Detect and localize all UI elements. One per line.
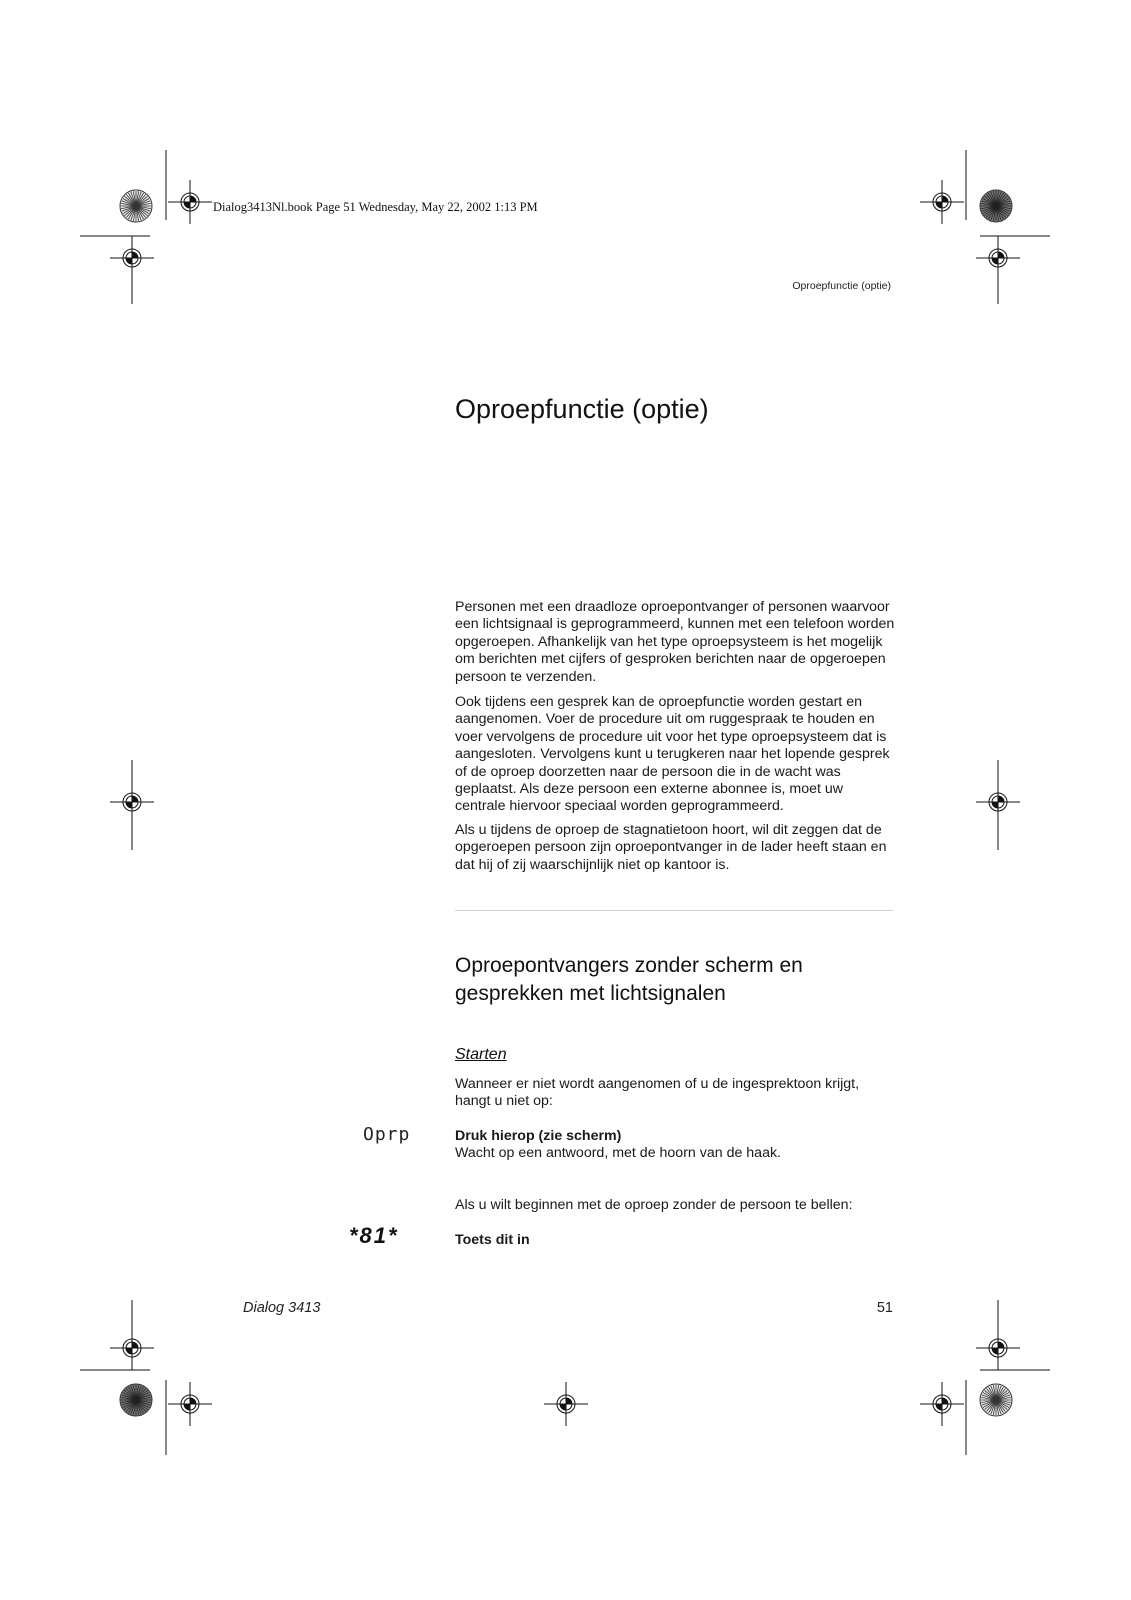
- registration-target-icon: [976, 1326, 1020, 1370]
- step-text: Wacht op een antwoord, met de hoorn van de haak.: [455, 1145, 781, 1162]
- registration-target-icon: [920, 180, 964, 224]
- section-note: Als u wilt beginnen met de oproep zonder de persoon te bellen:: [455, 1197, 853, 1213]
- registration-target-icon: [168, 1382, 212, 1426]
- book-header: Dialog3413Nl.book Page 51 Wednesday, May 22, 2002 1:13 PM: [213, 200, 538, 214]
- color-starburst-icon: [980, 190, 1012, 222]
- running-head: Oproepfunctie (optie): [792, 280, 891, 292]
- step-press-key: [455, 1128, 895, 1163]
- sub-heading-starten: Starten: [455, 1046, 507, 1063]
- key-code: *81*: [349, 1223, 399, 1248]
- registration-target-icon: [110, 1326, 154, 1370]
- color-starburst-icon: [120, 190, 152, 222]
- registration-target-icon: [544, 1382, 588, 1426]
- display-key-label: Oprp: [363, 1124, 411, 1145]
- footer-page-number: 51: [876, 1300, 893, 1316]
- registration-target-icon: [110, 780, 154, 824]
- registration-target-icon: [110, 236, 154, 280]
- body-paragraph-1: Personen met een draadloze oproepontvanger of personen waarvoor een lichtsignaal is geprogrammeerd, kunnen met een telefoon worden opgeroepen. Afhankelijk van het type oproepsysteem is het mogelijk om berichten met cijfers of gesproken berichten naar de opgeroepen persoon te verzenden.: [455, 599, 895, 685]
- section-intro: Wanneer er niet wordt aangenomen of u de ingesprektoon krijgt, hangt u niet op:: [455, 1076, 860, 1110]
- step-title: Toets dit in: [455, 1232, 530, 1248]
- body-paragraph-3: Als u tijdens de oproep de stagnatietoon hoort, wil dit zeggen dat de opgeroepen persoon zijn oproepontvanger in de lader heeft staan en dat hij of zij waarschijnlijk niet op kantoor is.: [455, 822, 887, 873]
- footer-product-name: Dialog 3413: [243, 1300, 321, 1316]
- page-title: Oproepfunctie (optie): [455, 394, 709, 424]
- registration-target-icon: [976, 236, 1020, 280]
- color-starburst-icon: [120, 1384, 152, 1416]
- section-divider: [455, 910, 893, 911]
- step-dial-code: [455, 1232, 895, 1249]
- body-paragraph-2: Ook tijdens een gesprek kan de oproepfunctie worden gestart en aangenomen. Voer de procedure uit om ruggespraak te houden en voer vervolgens de procedure uit voor het type oproepsysteem dat is aangesloten. Vervolgens kunt u terugkeren naar het lopende gesprek of de oproep doorzetten naar de persoon die in de wacht was geplaatst. Als deze persoon een externe abonnee is, moet uw centrale hiervoor speciaal worden geprogrammeerd.: [455, 694, 890, 815]
- section-heading: Oproepontvangers zonder scherm en gesprekken met lichtsignalen: [455, 954, 803, 1005]
- registration-target-icon: [920, 1382, 964, 1426]
- color-starburst-icon: [980, 1384, 1012, 1416]
- registration-target-icon: [976, 780, 1020, 824]
- step-title: Druk hierop (zie scherm): [455, 1128, 622, 1144]
- registration-target-icon: [168, 180, 212, 224]
